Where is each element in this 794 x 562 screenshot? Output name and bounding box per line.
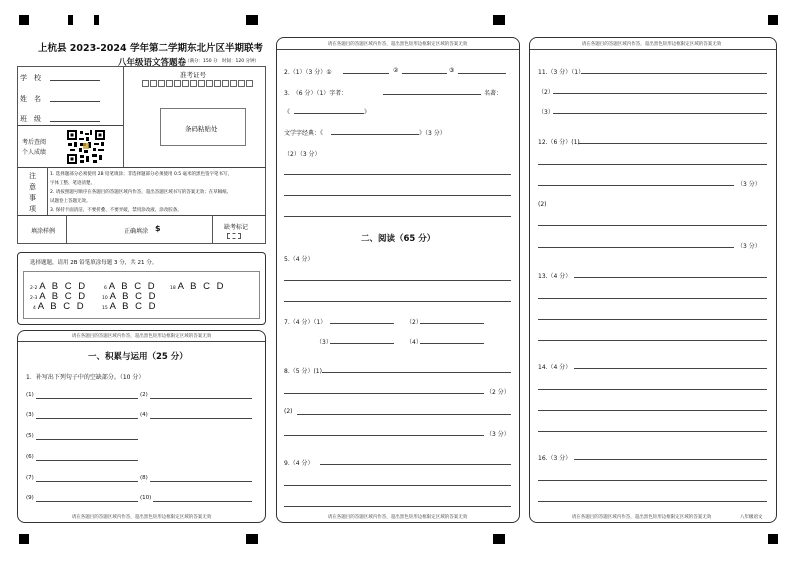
q12-part2: (2): [538, 201, 547, 208]
answer-line[interactable]: [578, 143, 767, 144]
q3-book-open: 《: [284, 109, 291, 116]
notes-text: 2. 请按照题号顺序在各题目的答题区域内作答，超出答题区域书写的答案无效；在草稿纸、: [50, 190, 232, 195]
answer-line[interactable]: [153, 501, 252, 502]
exam-subtitle: 八年级语文答题卷: [118, 58, 187, 68]
mc-item[interactable]: 2-3 A B C D: [30, 291, 88, 302]
q8-prompt: 8.（5 分）(1): [284, 368, 322, 375]
registration-mark: [768, 15, 778, 25]
warning-text: 请在各题目的答题区域内作答，超出黑色矩形边框限定区域的答案无效: [71, 334, 212, 339]
answer-line[interactable]: [458, 73, 506, 74]
school-label: 学 校: [20, 74, 41, 82]
warning-text: 请在各题目的答题区域内作答，超出黑色矩形边框限定区域的答案无效: [71, 515, 212, 520]
answer-line[interactable]: [420, 323, 484, 324]
answer-line[interactable]: [284, 393, 484, 394]
answer-line[interactable]: [294, 113, 364, 114]
registration-mark: [68, 15, 73, 25]
blank-label: (6): [26, 454, 34, 460]
q11-prompt: 11.（3 分）（1）: [538, 69, 585, 76]
blank-label: (9): [26, 495, 34, 501]
q7-part2: （2）: [406, 319, 422, 326]
section2-heading: 二、阅读（65 分）: [361, 234, 436, 244]
notes-label: 注: [29, 172, 36, 180]
answer-line[interactable]: [331, 134, 419, 135]
registration-mark: [19, 15, 29, 25]
q8-part2: (2): [284, 408, 293, 415]
qr-code[interactable]: [66, 129, 106, 165]
q14-prompt: 14.（4 分）: [538, 364, 572, 371]
correct-fill-label: 正确填涂: [124, 228, 149, 235]
answer-line[interactable]: [150, 418, 252, 419]
answer-line[interactable]: [297, 414, 511, 415]
mc-item[interactable]: 15 A B C D: [102, 301, 158, 312]
answer-line[interactable]: [284, 485, 511, 486]
q1-prompt: 1．补写出下列句子中的空缺部分。（10 分）: [26, 374, 145, 381]
exam-no-boxes[interactable]: [142, 80, 254, 89]
answer-line[interactable]: [574, 277, 767, 278]
registration-mark: [768, 534, 778, 544]
q12-points: （3 分）: [737, 181, 761, 188]
q3-book-close: 》: [364, 109, 371, 116]
answer-line[interactable]: [330, 323, 394, 324]
mc-instruction: 选择题题，请用 2B 铅笔填涂每题 3 分，共 21 分。: [30, 260, 158, 266]
answer-line[interactable]: [538, 410, 767, 411]
info-block: [17, 66, 266, 244]
info-divider: [123, 66, 124, 167]
answer-line[interactable]: [538, 298, 767, 299]
mc-item[interactable]: 18 A B C D: [170, 281, 226, 292]
q3-prompt: 3. （6 分）（1）字者：: [284, 90, 348, 97]
q7-part4: （4）: [406, 339, 422, 346]
blank-label: (8): [140, 475, 148, 481]
blank-label: (4): [140, 412, 148, 418]
fill-divider: [212, 215, 213, 244]
registration-mark: [493, 534, 505, 544]
blank-label: (2): [140, 392, 148, 398]
q16-prompt: 16.（3 分）: [538, 455, 572, 462]
q3-classic-points: 》（3 分）: [419, 130, 446, 137]
school-field[interactable]: [50, 80, 100, 81]
fill-example-label: 填涂样例: [31, 228, 56, 235]
answer-line[interactable]: [284, 435, 484, 436]
warning-text: 请在各题目的答题区域内作答，超出黑色矩形边框限定区域的答案无效: [581, 42, 722, 47]
fill-divider: [66, 215, 67, 244]
registration-mark: [246, 15, 258, 25]
answer-line[interactable]: [36, 439, 138, 440]
answer-line[interactable]: [420, 343, 484, 344]
answer-line[interactable]: [330, 343, 394, 344]
blank-label: (1): [26, 392, 34, 398]
answer-line[interactable]: [538, 480, 767, 481]
warning-text: 请在各题目的答题区域内作答，超出黑色矩形边框限定区域的答案无效: [571, 515, 712, 520]
q11-part2: （2）: [538, 89, 554, 96]
notes-text: 字体工整、笔迹清楚。: [50, 181, 95, 186]
q3-classic-label: 文学字经典：《: [284, 130, 324, 137]
answer-line[interactable]: [402, 73, 447, 74]
answer-line[interactable]: [284, 174, 511, 175]
answer-line[interactable]: [538, 319, 767, 320]
answer-line[interactable]: [553, 93, 767, 94]
name-field[interactable]: [50, 101, 100, 102]
barcode-label: 条码粘贴处: [185, 125, 218, 133]
q3-part2: （2）（3 分）: [284, 151, 321, 158]
section1-heading: 一、积累与运用（25 分）: [88, 352, 188, 362]
answer-line[interactable]: [284, 506, 511, 507]
answer-line[interactable]: [343, 73, 389, 74]
answer-line[interactable]: [320, 464, 511, 465]
class-field[interactable]: [50, 121, 100, 122]
notes-label: 项: [29, 205, 36, 213]
answer-line[interactable]: [284, 195, 511, 196]
exam-title: 上杭县 2023-2024 学年第二学期东北片区半期联考: [38, 43, 263, 54]
answer-line[interactable]: [150, 481, 252, 482]
answer-line[interactable]: [538, 389, 767, 390]
mc-item[interactable]: 2-2 A B C D: [30, 281, 88, 292]
blank-label: (5): [26, 433, 34, 439]
registration-mark: [19, 534, 29, 544]
blank-label: (7): [26, 475, 34, 481]
answer-line[interactable]: [322, 372, 511, 373]
answer-line[interactable]: [36, 418, 138, 419]
column3-panel: [529, 37, 777, 523]
answer-line[interactable]: [538, 225, 767, 226]
q13-prompt: 13.（4 分）: [538, 273, 572, 280]
q5-prompt: 5.（4 分）: [284, 256, 314, 263]
q8-part2-points: （3 分）: [486, 431, 510, 438]
mc-item[interactable]: 10 A B C D: [102, 291, 158, 302]
answer-line[interactable]: [36, 398, 138, 399]
answer-line[interactable]: [581, 73, 767, 74]
exam-meta: （满分：150 分 时间：120 分钟）: [185, 59, 260, 64]
registration-mark: [493, 15, 505, 25]
qr-caption: 考后查阅: [22, 139, 47, 146]
answer-line[interactable]: [284, 301, 511, 302]
answer-line[interactable]: [36, 460, 138, 461]
notes-text: 试题卷上答题无效。: [50, 199, 91, 204]
answer-line[interactable]: [538, 185, 734, 186]
answer-line[interactable]: [538, 340, 767, 341]
answer-line[interactable]: [574, 459, 767, 460]
q12-part2-points: （3 分）: [737, 243, 761, 250]
footer-subject: 八年级语文: [740, 515, 763, 520]
answer-line[interactable]: [538, 164, 767, 165]
qr-caption: 个人成绩: [22, 149, 47, 156]
notes-label-divider: [47, 167, 48, 215]
registration-mark: [94, 15, 99, 25]
answer-line[interactable]: [538, 431, 767, 432]
answer-line[interactable]: [553, 113, 767, 114]
warning-text: 请在各题目的答题区域内作答，超出黑色矩形边框限定区域的答案无效: [327, 42, 468, 47]
blank-label: (3): [26, 412, 34, 418]
name-label: 姓 名: [20, 95, 41, 103]
q7-part3: （3）: [316, 339, 332, 346]
answer-line[interactable]: [383, 94, 481, 95]
class-label: 班 级: [20, 115, 41, 123]
answer-line[interactable]: [150, 398, 252, 399]
mc-item[interactable]: 6 A B C D: [104, 281, 157, 292]
notes-text: 1. 选择题部分必须使用 2B 铅笔填涂；非选择题部分必须使用 0.5 毫米的黑色签字笔书写，: [50, 172, 233, 177]
answer-line[interactable]: [284, 280, 511, 281]
q11-part3: （3）: [538, 109, 554, 116]
q2-prompt: 2.（1）（3 分）①: [284, 69, 332, 76]
correct-fill-symbol: $: [155, 224, 161, 233]
answer-line[interactable]: [538, 247, 734, 248]
q9-prompt: 9.（4 分）: [284, 460, 314, 467]
q7-prompt: 7.（4 分）（1）: [284, 319, 327, 326]
missing-mark-box[interactable]: [227, 233, 241, 239]
mc-item[interactable]: 4 A B C D: [33, 301, 86, 312]
answer-line[interactable]: [36, 501, 138, 502]
answer-line[interactable]: [538, 501, 767, 502]
q2-blank-b: ②: [393, 67, 399, 74]
notes-label: 事: [29, 194, 36, 202]
q12-prompt: 12.（6 分）(1): [538, 139, 580, 146]
answer-line[interactable]: [284, 216, 511, 217]
missing-mark-label: 缺考标记: [224, 224, 249, 231]
q3-name-label: 名著：: [484, 90, 503, 97]
answer-line[interactable]: [574, 368, 767, 369]
warning-text: 请在各题目的答题区域内作答，超出黑色矩形边框限定区域的答案无效: [327, 515, 468, 520]
notes-text: 3. 保持卡面清洁，不要折叠、不要弄破，禁用涂改液、涂改胶条。: [50, 208, 182, 213]
q2-blank-c: ③: [449, 67, 455, 74]
answer-line[interactable]: [36, 481, 138, 482]
blank-label: (10): [140, 495, 152, 501]
exam-no-label: 准考证号: [180, 71, 206, 79]
registration-mark: [246, 534, 258, 544]
q8-points: （2 分）: [486, 389, 510, 396]
notes-label: 意: [29, 183, 36, 191]
